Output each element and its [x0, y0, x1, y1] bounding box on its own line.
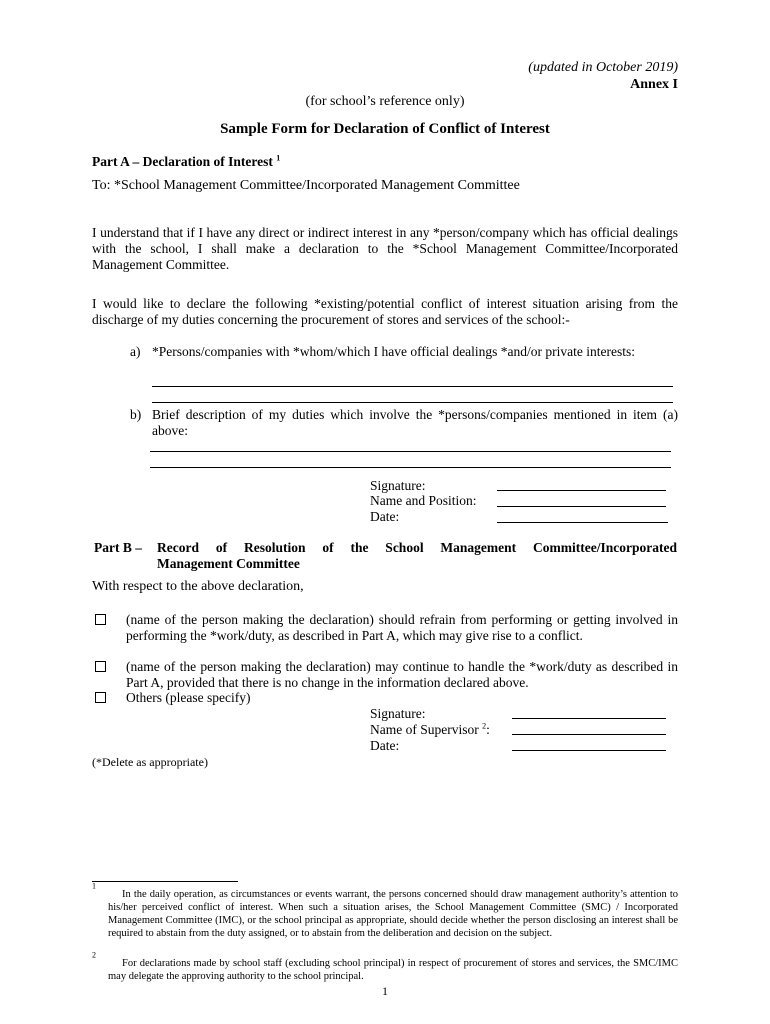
page-number: 1 [382, 984, 388, 998]
footnote-1: In the daily operation, as circumstances or events warrant, the persons concerned should draw management authority’s attention to his/her perceived conflict of interest. When such a situation arises, the School Management Committee (SMC) / Incorporated Management Committee (IMC), or the school principal as appropriate, should decide whether the person disclosing an interest shall be required to abstain from the duty assigned, or to abstain from the deliberation and decision on the subject. [108, 889, 678, 939]
updated-note: (updated in October 2019) [528, 60, 678, 75]
item-b-marker: b) [130, 407, 142, 422]
option-2-checkbox[interactable] [95, 661, 106, 672]
option-3-text: Others (please specify) [126, 690, 251, 705]
option-1-text: (name of the person making the declaration) should refrain from performing or getting involved in performing the *work/duty, as described in Part A, which may give rise to a conflict. [126, 612, 678, 643]
option-1-checkbox[interactable] [95, 614, 106, 625]
part-b-supervisor-line[interactable] [512, 734, 666, 735]
part-b-heading-line-1: Record of Resolution of the School Management Committee/Incorporated [157, 540, 677, 555]
part-a-name-position-label: Name and Position: [370, 493, 477, 508]
part-a-paragraph-1: I understand that if I have any direct or indirect interest in any *person/company which has official dealings with the school, I shall make a declaration to the *School Management Committee/Incorporated Management Committee. [92, 225, 678, 272]
part-b-supervisor-label: Name of Supervisor $^2$: [370, 721, 490, 737]
footnote-ref-2: 2 [482, 721, 487, 731]
item-a-text: *Persons/companies with *whom/which I have official dealings *and/or private interests: [152, 344, 636, 359]
part-a-signature-line[interactable] [497, 490, 666, 491]
part-a-date-label: Date: [370, 509, 400, 524]
item-a-answer-line-1[interactable] [152, 386, 673, 387]
item-b-text: Brief description of my duties which involve the *persons/companies mentioned in item (a) above: [152, 407, 678, 438]
item-b-answer-line-1[interactable] [150, 451, 671, 452]
part-b-heading-line-2: Management Committee [157, 556, 300, 571]
footnote-ref-1: 1 [276, 153, 281, 163]
item-a-answer-line-2[interactable] [152, 402, 673, 403]
part-b-heading-prefix: Part B – [94, 540, 142, 555]
part-a-paragraph-2: I would like to declare the following *existing/potential conflict of interest situation arising from the discharge of my duties concerning the procurement of stores and services of the school:- [92, 296, 678, 327]
option-2-text: (name of the person making the declaration) may continue to handle the *work/duty as described in Part A, provided that there is no change in the information declared above. [126, 659, 678, 690]
footnote-1-marker: 1 [92, 881, 96, 891]
footnote-separator [92, 881, 238, 882]
part-b-date-line[interactable] [512, 750, 666, 751]
part-b-signature-line[interactable] [512, 718, 666, 719]
footnote-2: For declarations made by school staff (excluding school principal) in respect of procurement of stores and services, the SMC/IMC may delegate the approving authority to the school principal. [108, 958, 678, 982]
footnote-2-marker: 2 [92, 950, 96, 960]
annex-label: Annex I [630, 77, 678, 92]
reference-note: (for school’s reference only) [305, 94, 465, 109]
to-line: To: *School Management Committee/Incorporated Management Committee [92, 178, 520, 193]
part-a-signature-label: Signature: [370, 478, 426, 493]
part-b-intro: With respect to the above declaration, [92, 579, 304, 594]
option-3-checkbox[interactable] [95, 692, 106, 703]
part-b-date-label: Date: [370, 738, 400, 753]
part-a-heading: Part A – Declaration of Interest $^1$ [92, 153, 281, 169]
item-b-answer-line-2[interactable] [150, 467, 671, 468]
delete-note: (*Delete as appropriate) [92, 755, 208, 769]
item-a-marker: a) [130, 344, 141, 359]
part-b-signature-label: Signature: [370, 706, 426, 721]
form-title: Sample Form for Declaration of Conflict of Interest [220, 121, 550, 137]
part-a-name-position-line[interactable] [497, 506, 666, 507]
part-a-date-line[interactable] [497, 522, 668, 523]
